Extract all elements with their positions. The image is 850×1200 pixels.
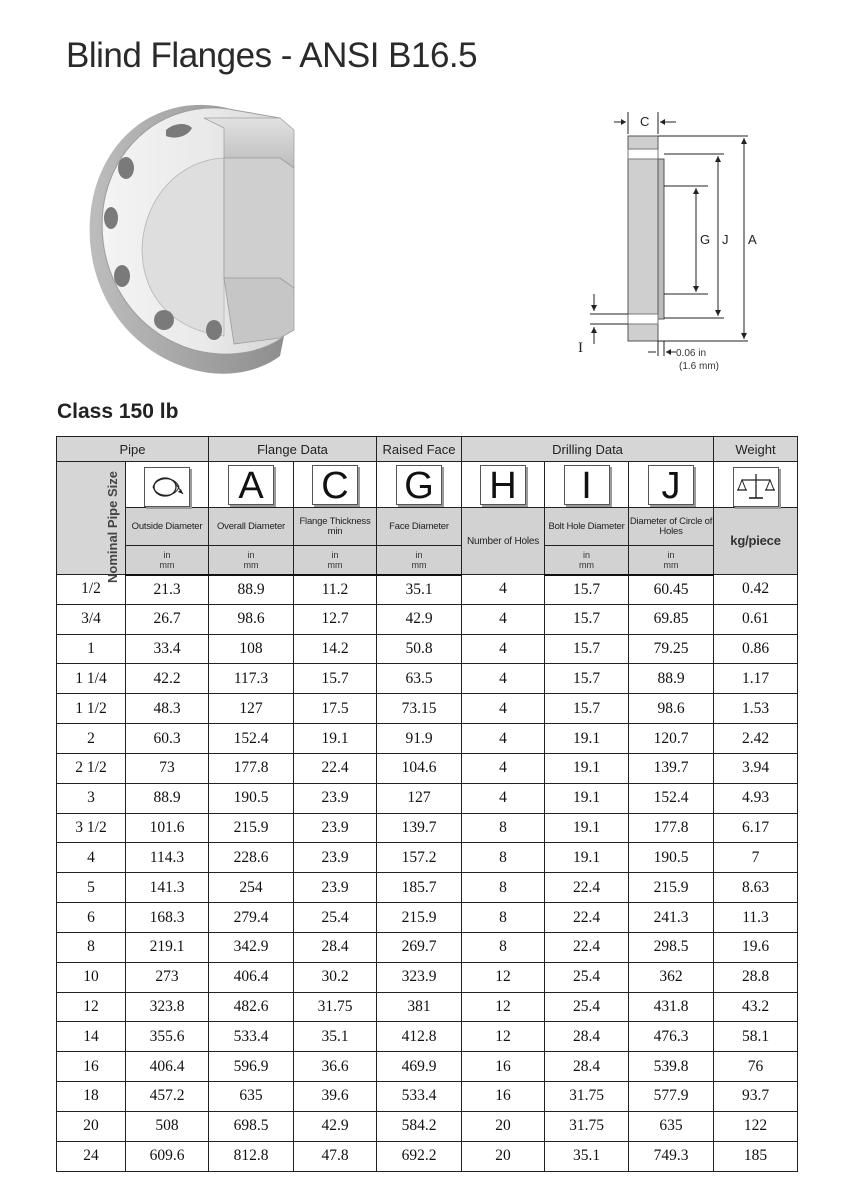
letter-a: A xyxy=(228,465,274,505)
table-cell: 28.4 xyxy=(545,1052,629,1082)
table-cell: 22.4 xyxy=(294,753,377,783)
table-cell: 812.8 xyxy=(209,1141,294,1171)
table-cell: 7 xyxy=(714,843,798,873)
table-cell: 43.2 xyxy=(714,992,798,1022)
table-cell: 22.4 xyxy=(545,903,629,933)
table-cell: 91.9 xyxy=(377,724,462,754)
table-cell: 15.7 xyxy=(294,664,377,694)
nominal-size-cell: 10 xyxy=(57,962,126,992)
table-row xyxy=(57,1141,798,1171)
table-cell: 4 xyxy=(462,724,545,754)
dimension-label-c: C xyxy=(640,114,650,129)
nominal-size-cell: 3 1/2 xyxy=(57,813,126,843)
table-cell: 0.42 xyxy=(714,575,798,605)
table-cell: 4 xyxy=(462,783,545,813)
table-cell: 323.9 xyxy=(377,962,462,992)
table-cell: 168.3 xyxy=(126,903,209,933)
table-row xyxy=(57,992,798,1022)
table-cell: 22.4 xyxy=(545,932,629,962)
table-cell: 117.3 xyxy=(209,664,294,694)
table-cell: 12 xyxy=(462,962,545,992)
table-cell: 273 xyxy=(126,962,209,992)
table-cell: 93.7 xyxy=(714,1082,798,1112)
table-cell: 114.3 xyxy=(126,843,209,873)
table-cell: 139.7 xyxy=(377,813,462,843)
table-cell: 141.3 xyxy=(126,873,209,903)
table-row xyxy=(57,753,798,783)
table-cell: 28.4 xyxy=(545,1022,629,1052)
table-cell: 122 xyxy=(714,1111,798,1141)
unit-mm: mm xyxy=(579,559,595,570)
letter-g-cell xyxy=(377,462,462,508)
letter-i-cell xyxy=(545,462,629,508)
table-cell: 30.2 xyxy=(294,962,377,992)
table-cell: 139.7 xyxy=(629,753,714,783)
unit-cell xyxy=(294,546,377,575)
table-cell: 88.9 xyxy=(126,783,209,813)
unit-mm: mm xyxy=(243,559,259,570)
table-cell: 63.5 xyxy=(377,664,462,694)
table-cell: 19.1 xyxy=(294,724,377,754)
table-cell: 39.6 xyxy=(294,1082,377,1112)
unit-cell xyxy=(545,546,629,575)
table-cell: 469.9 xyxy=(377,1052,462,1082)
table-cell: 19.1 xyxy=(545,783,629,813)
desc-circle-of-holes: Diameter of Circle of Holes xyxy=(629,508,714,546)
desc-kg-per-piece: kg/piece xyxy=(714,508,798,575)
table-row xyxy=(57,1022,798,1052)
nominal-size-cell: 5 xyxy=(57,873,126,903)
table-row xyxy=(57,1082,798,1112)
table-row xyxy=(57,694,798,724)
table-cell: 15.7 xyxy=(545,634,629,664)
table-cell: 88.9 xyxy=(629,664,714,694)
nominal-size-cell: 2 1/2 xyxy=(57,753,126,783)
unit-cell xyxy=(629,546,714,575)
group-header-pipe: Pipe xyxy=(57,437,209,462)
table-cell: 6.17 xyxy=(714,813,798,843)
table-cell: 4 xyxy=(462,575,545,605)
table-cell: 22.4 xyxy=(545,873,629,903)
table-cell: 457.2 xyxy=(126,1082,209,1112)
table-cell: 23.9 xyxy=(294,843,377,873)
table-cell: 19.1 xyxy=(545,843,629,873)
nominal-size-cell: 24 xyxy=(57,1141,126,1171)
nominal-pipe-size-header xyxy=(57,462,126,583)
table-cell: 12.7 xyxy=(294,604,377,634)
table-cell: 31.75 xyxy=(545,1082,629,1112)
dimension-label-j: J xyxy=(722,232,729,247)
table-row xyxy=(57,604,798,634)
nominal-size-cell: 1 xyxy=(57,634,126,664)
unit-cell xyxy=(126,546,209,575)
table-cell: 15.7 xyxy=(545,604,629,634)
table-cell: 342.9 xyxy=(209,932,294,962)
table-cell: 17.5 xyxy=(294,694,377,724)
group-header-flange-data: Flange Data xyxy=(209,437,377,462)
table-cell: 4 xyxy=(462,664,545,694)
table-cell: 31.75 xyxy=(294,992,377,1022)
table-cell: 35.1 xyxy=(294,1022,377,1052)
table-cell: 21.3 xyxy=(126,575,209,605)
table-cell: 23.9 xyxy=(294,813,377,843)
table-cell: 584.2 xyxy=(377,1111,462,1141)
table-cell: 215.9 xyxy=(629,873,714,903)
nominal-size-cell: 1/2 xyxy=(57,575,126,605)
dimension-label-g: G xyxy=(700,232,711,247)
nominal-size-cell: 20 xyxy=(57,1111,126,1141)
table-cell: 88.9 xyxy=(209,575,294,605)
table-cell: 596.9 xyxy=(209,1052,294,1082)
table-cell: 127 xyxy=(209,694,294,724)
desc-flange-thickness: Flange Thickness min xyxy=(294,508,377,546)
table-row xyxy=(57,843,798,873)
table-cell: 76 xyxy=(714,1052,798,1082)
letter-c-cell xyxy=(294,462,377,508)
nominal-size-cell: 4 xyxy=(57,843,126,873)
table-cell: 19.1 xyxy=(545,813,629,843)
table-cell: 8 xyxy=(462,932,545,962)
unit-mm: mm xyxy=(411,559,427,570)
letter-c: C xyxy=(312,465,358,505)
table-cell: 3.94 xyxy=(714,753,798,783)
letter-j: J xyxy=(648,465,694,505)
table-cell: 20 xyxy=(462,1111,545,1141)
unit-in: in xyxy=(331,549,339,560)
table-cell: 15.7 xyxy=(545,664,629,694)
table-cell: 33.4 xyxy=(126,634,209,664)
table-row xyxy=(57,962,798,992)
table-cell: 12 xyxy=(462,1022,545,1052)
table-cell: 8 xyxy=(462,813,545,843)
table-cell: 533.4 xyxy=(377,1082,462,1112)
raised-face-note-mm: (1.6 mm) xyxy=(679,361,719,372)
desc-bolt-hole-diameter: Bolt Hole Diameter xyxy=(545,508,629,546)
group-header-drilling-data: Drilling Data xyxy=(462,437,714,462)
table-cell: 4 xyxy=(462,753,545,783)
table-row xyxy=(57,664,798,694)
table-cell: 323.8 xyxy=(126,992,209,1022)
table-cell: 4 xyxy=(462,694,545,724)
table-cell: 35.1 xyxy=(545,1141,629,1171)
dimension-label-i: I xyxy=(578,340,583,356)
table-cell: 60.45 xyxy=(629,575,714,605)
unit-in: in xyxy=(247,549,255,560)
table-cell: 152.4 xyxy=(629,783,714,813)
unit-in: in xyxy=(667,549,675,560)
table-cell: 533.4 xyxy=(209,1022,294,1052)
letter-g: G xyxy=(396,465,442,505)
table-cell: 635 xyxy=(209,1082,294,1112)
unit-in: in xyxy=(583,549,591,560)
unit-mm: mm xyxy=(663,559,679,570)
table-cell: 108 xyxy=(209,634,294,664)
table-cell: 406.4 xyxy=(209,962,294,992)
unit-cell xyxy=(209,546,294,575)
table-cell: 692.2 xyxy=(377,1141,462,1171)
pipe-diameter-icon xyxy=(144,467,190,507)
table-cell: 16 xyxy=(462,1082,545,1112)
table-cell: 42.2 xyxy=(126,664,209,694)
table-cell: 8.63 xyxy=(714,873,798,903)
table-cell: 749.3 xyxy=(629,1141,714,1171)
table-cell: 47.8 xyxy=(294,1141,377,1171)
class-title: Class 150 lb xyxy=(57,400,179,423)
table-cell: 12 xyxy=(462,992,545,1022)
table-cell: 31.75 xyxy=(545,1111,629,1141)
table-cell: 11.2 xyxy=(294,575,377,605)
table-cell: 8 xyxy=(462,903,545,933)
table-cell: 381 xyxy=(377,992,462,1022)
unit-in: in xyxy=(163,549,171,560)
table-cell: 482.6 xyxy=(209,992,294,1022)
table-cell: 19.1 xyxy=(545,724,629,754)
table-cell: 127 xyxy=(377,783,462,813)
table-cell: 4.93 xyxy=(714,783,798,813)
table-cell: 28.4 xyxy=(294,932,377,962)
table-row xyxy=(57,783,798,813)
table-cell: 20 xyxy=(462,1141,545,1171)
table-cell: 0.86 xyxy=(714,634,798,664)
table-cell: 185.7 xyxy=(377,873,462,903)
table-cell: 228.6 xyxy=(209,843,294,873)
table-cell: 190.5 xyxy=(629,843,714,873)
table-cell: 476.3 xyxy=(629,1022,714,1052)
flange-spec-table xyxy=(56,436,798,1172)
table-cell: 42.9 xyxy=(377,604,462,634)
nominal-size-cell: 3 xyxy=(57,783,126,813)
group-header-weight: Weight xyxy=(714,437,798,462)
table-cell: 2.42 xyxy=(714,724,798,754)
table-cell: 508 xyxy=(126,1111,209,1141)
table-cell: 60.3 xyxy=(126,724,209,754)
table-cell: 362 xyxy=(629,962,714,992)
table-cell: 35.1 xyxy=(377,575,462,605)
table-cell: 15.7 xyxy=(545,575,629,605)
table-row xyxy=(57,873,798,903)
raised-face-note: 0.06 in xyxy=(676,348,707,359)
nominal-size-cell: 2 xyxy=(57,724,126,754)
table-cell: 42.9 xyxy=(294,1111,377,1141)
letter-i: I xyxy=(564,465,610,505)
nominal-size-cell: 8 xyxy=(57,932,126,962)
table-cell: 48.3 xyxy=(126,694,209,724)
nominal-size-cell: 6 xyxy=(57,903,126,933)
table-cell: 4 xyxy=(462,604,545,634)
table-cell: 73.15 xyxy=(377,694,462,724)
unit-cell xyxy=(377,546,462,575)
nominal-pipe-size-label: Nominal Pipe Size xyxy=(104,471,120,583)
table-cell: 98.6 xyxy=(209,604,294,634)
dimension-diagram xyxy=(568,104,768,384)
table-cell: 23.9 xyxy=(294,783,377,813)
table-cell: 28.8 xyxy=(714,962,798,992)
table-cell: 431.8 xyxy=(629,992,714,1022)
table-cell: 1.17 xyxy=(714,664,798,694)
table-cell: 101.6 xyxy=(126,813,209,843)
table-cell: 698.5 xyxy=(209,1111,294,1141)
table-cell: 58.1 xyxy=(714,1022,798,1052)
table-body xyxy=(57,575,798,1172)
nominal-size-cell: 3/4 xyxy=(57,604,126,634)
table-cell: 26.7 xyxy=(126,604,209,634)
desc-outside-diameter: Outside Diameter xyxy=(126,508,209,546)
table-row xyxy=(57,724,798,754)
table-cell: 19.6 xyxy=(714,932,798,962)
table-cell: 104.6 xyxy=(377,753,462,783)
table-cell: 412.8 xyxy=(377,1022,462,1052)
table-cell: 120.7 xyxy=(629,724,714,754)
table-cell: 73 xyxy=(126,753,209,783)
table-row xyxy=(57,1052,798,1082)
table-cell: 16 xyxy=(462,1052,545,1082)
table-cell: 0.61 xyxy=(714,604,798,634)
table-cell: 609.6 xyxy=(126,1141,209,1171)
table-row xyxy=(57,634,798,664)
table-cell: 219.1 xyxy=(126,932,209,962)
table-cell: 15.7 xyxy=(545,694,629,724)
letter-j-cell xyxy=(629,462,714,508)
nominal-size-cell: 16 xyxy=(57,1052,126,1082)
table-cell: 269.7 xyxy=(377,932,462,962)
unit-mm: mm xyxy=(327,559,343,570)
table-cell: 98.6 xyxy=(629,694,714,724)
table-cell: 215.9 xyxy=(209,813,294,843)
table-cell: 157.2 xyxy=(377,843,462,873)
table-cell: 279.4 xyxy=(209,903,294,933)
nominal-size-cell: 12 xyxy=(57,992,126,1022)
letter-h: H xyxy=(480,465,526,505)
desc-face-diameter: Face Diameter xyxy=(377,508,462,546)
dimension-label-a: A xyxy=(748,232,757,247)
table-cell: 190.5 xyxy=(209,783,294,813)
table-cell: 539.8 xyxy=(629,1052,714,1082)
table-cell: 577.9 xyxy=(629,1082,714,1112)
desc-overall-diameter: Overall Diameter xyxy=(209,508,294,546)
table-row xyxy=(57,903,798,933)
table-cell: 50.8 xyxy=(377,634,462,664)
nominal-size-cell: 1 1/4 xyxy=(57,664,126,694)
unit-in: in xyxy=(415,549,423,560)
table-cell: 69.85 xyxy=(629,604,714,634)
weighing-scale-icon xyxy=(733,467,779,507)
table-cell: 4 xyxy=(462,634,545,664)
page-title: Blind Flanges - ANSI B16.5 xyxy=(66,36,478,75)
table-cell: 241.3 xyxy=(629,903,714,933)
table-cell: 11.3 xyxy=(714,903,798,933)
table-cell: 14.2 xyxy=(294,634,377,664)
table-cell: 635 xyxy=(629,1111,714,1141)
table-cell: 406.4 xyxy=(126,1052,209,1082)
table-cell: 185 xyxy=(714,1141,798,1171)
table-cell: 36.6 xyxy=(294,1052,377,1082)
outside-diameter-icon-cell xyxy=(126,462,209,508)
nominal-size-cell: 1 1/2 xyxy=(57,694,126,724)
table-cell: 1.53 xyxy=(714,694,798,724)
blind-flange-illustration xyxy=(84,98,302,376)
letter-h-cell xyxy=(462,462,545,508)
table-cell: 19.1 xyxy=(545,753,629,783)
table-cell: 8 xyxy=(462,843,545,873)
table-cell: 25.4 xyxy=(545,962,629,992)
table-row xyxy=(57,932,798,962)
table-cell: 79.25 xyxy=(629,634,714,664)
table-cell: 177.8 xyxy=(629,813,714,843)
nominal-size-cell: 14 xyxy=(57,1022,126,1052)
weight-icon-cell xyxy=(714,462,798,508)
letter-a-cell xyxy=(209,462,294,508)
table-cell: 254 xyxy=(209,873,294,903)
group-header-raised-face: Raised Face xyxy=(377,437,462,462)
desc-number-of-holes: Number of Holes xyxy=(462,508,545,575)
unit-mm: mm xyxy=(159,559,175,570)
table-cell: 152.4 xyxy=(209,724,294,754)
table-cell: 355.6 xyxy=(126,1022,209,1052)
table-cell: 25.4 xyxy=(545,992,629,1022)
table-row xyxy=(57,813,798,843)
table-row xyxy=(57,575,798,605)
table-cell: 298.5 xyxy=(629,932,714,962)
table-row xyxy=(57,1111,798,1141)
table-cell: 25.4 xyxy=(294,903,377,933)
table-cell: 177.8 xyxy=(209,753,294,783)
table-cell: 23.9 xyxy=(294,873,377,903)
table-cell: 8 xyxy=(462,873,545,903)
nominal-size-cell: 18 xyxy=(57,1082,126,1112)
table-cell: 215.9 xyxy=(377,903,462,933)
